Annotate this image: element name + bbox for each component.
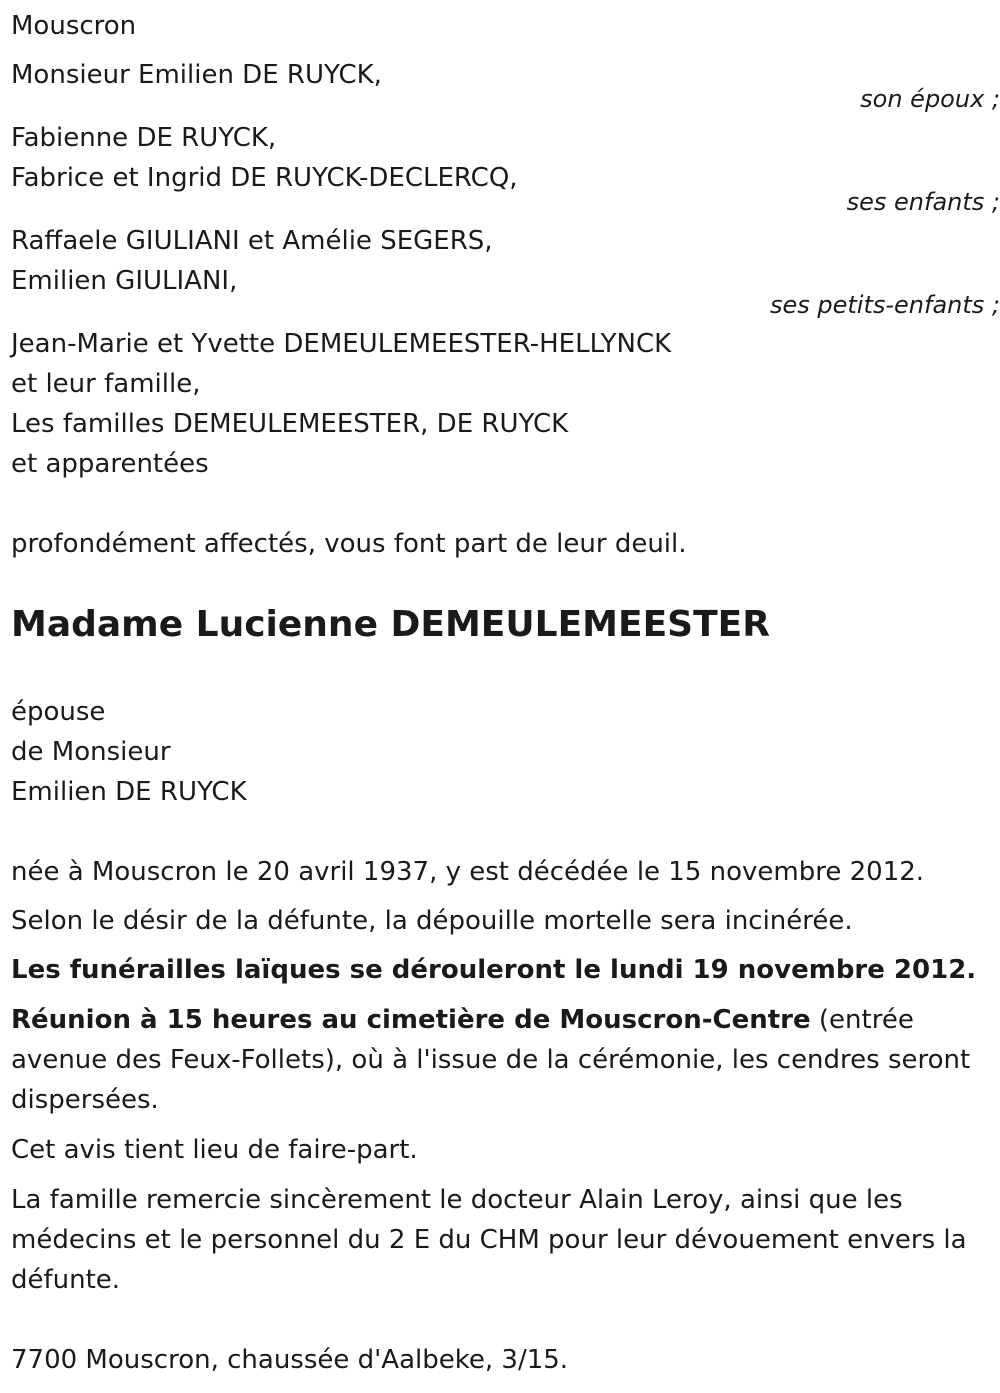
family-line: et apparentées [11,449,209,479]
spouse-role: son époux ; [860,85,1000,113]
family-line: et leur famille, [11,369,201,399]
deceased-spouse-line: épouse [11,697,106,727]
funeral-text: Les funérailles laïques se dérouleront le lundi 19 novembre 2012. [11,955,977,985]
announcement-text: profondément affectés, vous font part de leur deuil. [11,529,687,559]
child-line: Fabrice et Ingrid DE RUYCK-DECLERCQ, [11,163,518,193]
meeting-paragraph [11,1000,991,1120]
notice-text: Cet avis tient lieu de faire-part. [11,1135,418,1165]
meeting-details: (entrée avenue des Feux-Follets), où à l'issue de la cérémonie, les cendres seront dispersées. [11,1005,971,1115]
thanks-paragraph: La famille remercie sincèrement le docteur Alain Leroy, ainsi que les médecins et le personnel du 2 E du CHM pour leur dévouement envers la défunte. [11,1185,967,1295]
grandchildren-role: ses petits-enfants ; [769,291,1000,319]
cremation-text: Selon le désir de la défunte, la dépouille mortelle sera incinérée. [11,906,853,936]
meeting-place: Réunion à 15 heures au cimetière de Mouscron-Centre [11,1005,811,1035]
family-line: Jean-Marie et Yvette DEMEULEMEESTER-HELLYNCK [11,329,672,359]
spouse-line: Monsieur Emilien DE RUYCK, [11,60,382,90]
deceased-name: Madame Lucienne DEMEULEMEESTER [11,604,770,645]
birth-death-text: née à Mouscron le 20 avril 1937, y est décédée le 15 novembre 2012. [11,857,925,887]
deceased-spouse-line: Emilien DE RUYCK [11,777,247,807]
child-line: Fabienne DE RUYCK, [11,123,277,153]
grandchild-line: Raffaele GIULIANI et Amélie SEGERS, [11,226,493,256]
grandchild-line: Emilien GIULIANI, [11,266,238,296]
family-line: Les familles DEMEULEMEESTER, DE RUYCK [11,409,569,439]
children-role: ses enfants ; [846,188,1000,216]
address-text: 7700 Mouscron, chaussée d'Aalbeke, 3/15. [11,1345,569,1375]
city-heading: Mouscron [11,11,137,41]
deceased-spouse-line: de Monsieur [11,737,171,767]
